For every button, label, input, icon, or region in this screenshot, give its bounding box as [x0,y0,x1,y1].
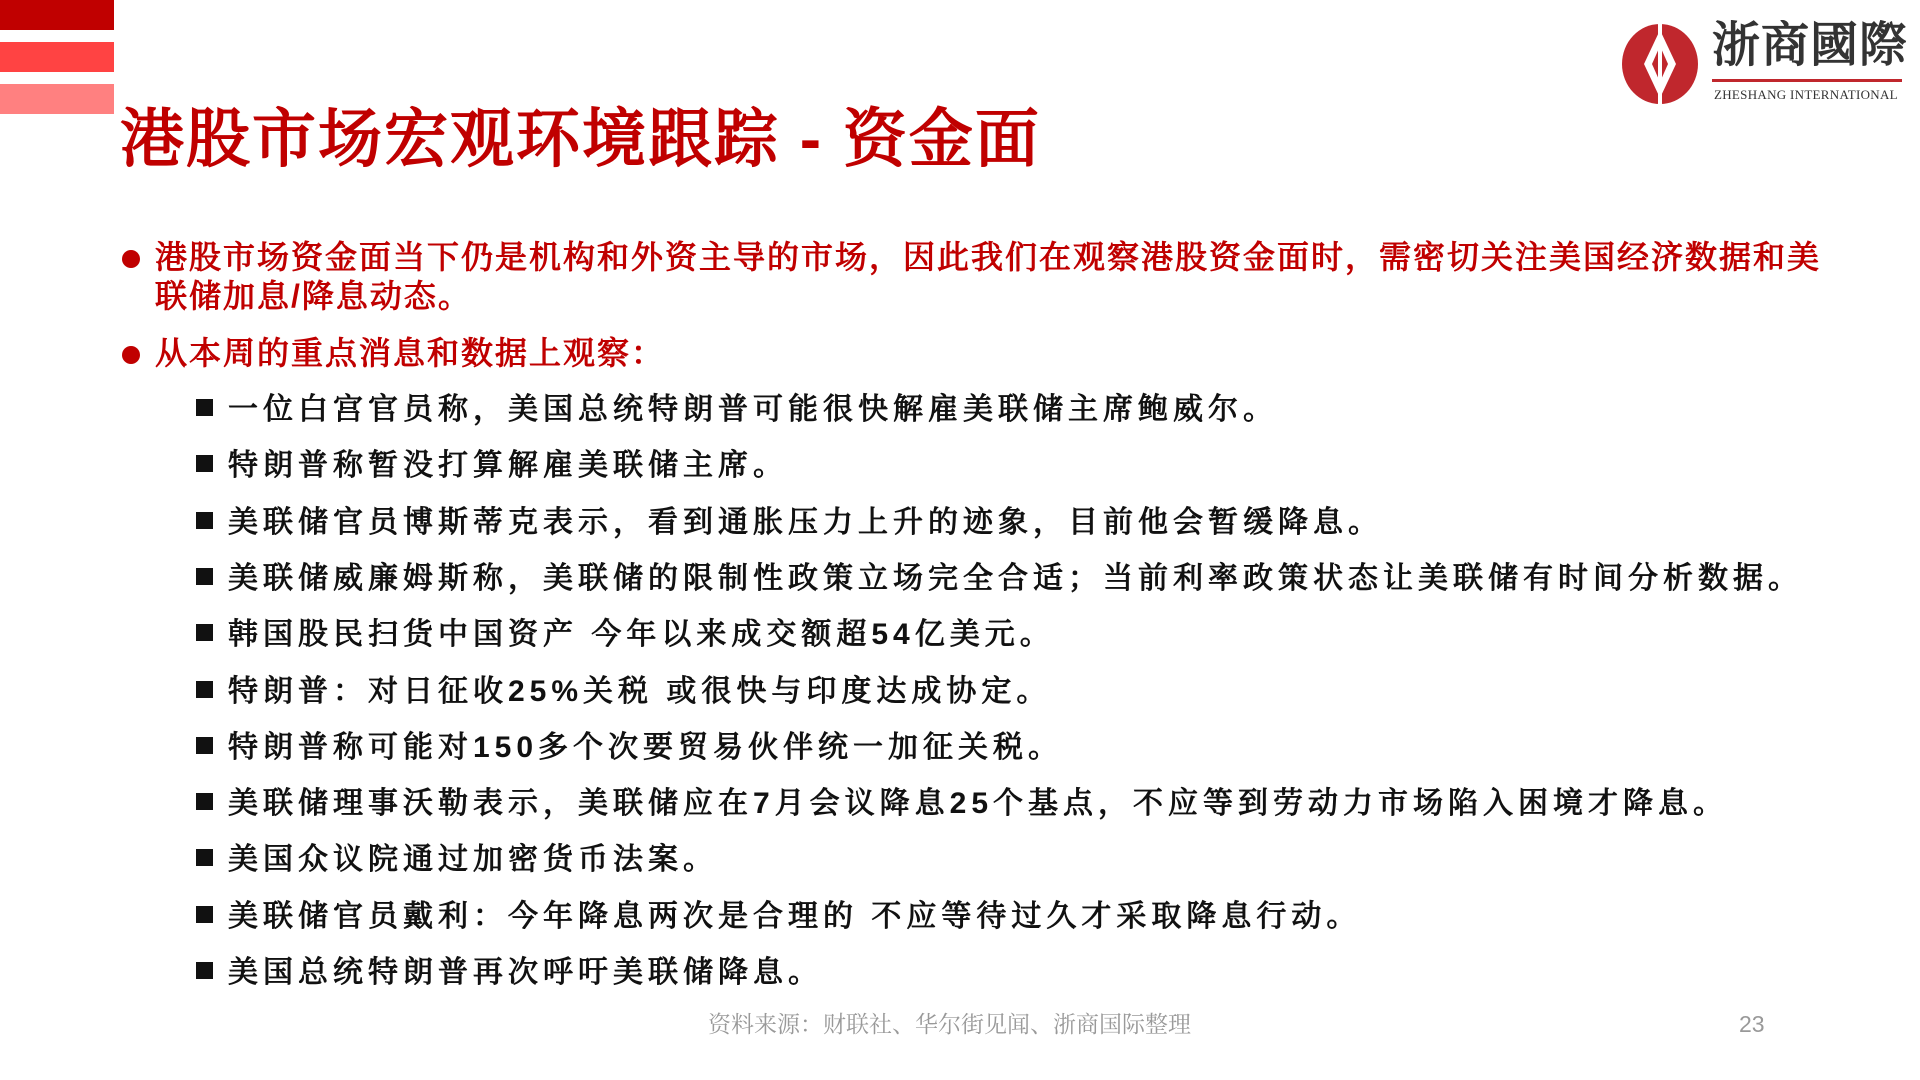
logo-text-cn: 浙商國際 [1712,20,1909,72]
sub-bullet-text: 美联储官员博斯蒂克表示，看到通胀压力上升的迹象，目前他会暂缓降息。 [228,505,1383,539]
logo-text-en: ZHESHANG INTERNATIONAL [1714,87,1898,102]
sub-bullet-text: 美联储威廉姆斯称，美联储的限制性政策立场完全合适；当前利率政策状态让美联储有时间分析数据。 [228,561,1803,595]
sub-bullet [196,448,788,484]
sub-bullet [196,674,1051,710]
sub-bullet [196,730,1063,766]
sub-bullet [196,899,1361,935]
sub-bullet [196,842,718,878]
sub-bullet [196,505,1383,541]
sub-bullet [196,786,1728,822]
company-logo [1620,16,1910,108]
sub-bullet [196,955,823,991]
sub-bullet [196,392,1278,428]
sub-bullet [196,617,1055,653]
sub-bullet-text: 一位白宫官员称，美国总统特朗普可能很快解雇美联储主席鲍威尔。 [228,393,1278,426]
square-bullet-icon [196,737,213,754]
decor-bar-dark [0,0,114,30]
sub-bullet-text: 美国总统特朗普再次呼吁美联储降息。 [228,956,823,989]
sub-bullet-text: 美联储理事沃勒表示，美联储应在7月会议降息25个基点，不应等到劳动力市场陷入困境才降息。 [228,787,1729,821]
main-bullet [122,334,1822,373]
sub-bullet-text: 特朗普称暂没打算解雇美联储主席。 [228,449,788,483]
logo-divider [1712,79,1902,82]
decor-bar-light [0,84,114,114]
square-bullet-icon [196,624,213,641]
bullet-dot-icon [122,250,140,268]
square-bullet-icon [196,568,213,585]
sub-bullet-text: 美联储官员戴利：今年降息两次是合理的 不应等待过久才采取降息行动。 [228,899,1362,933]
square-bullet-icon [196,962,213,979]
main-bullet-text: 从本周的重点消息和数据上观察： [155,335,666,371]
bullet-dot-icon [122,346,140,364]
sub-bullet-text: 韩国股民扫货中国资产 今年以来成交额超54亿美元。 [228,618,1055,652]
square-bullet-icon [196,399,213,416]
square-bullet-icon [196,455,213,472]
square-bullet-icon [196,512,213,529]
logo-emblem-icon [1620,18,1704,108]
decor-bar-mid [0,42,114,72]
page-number: 23 [1739,1011,1765,1037]
main-bullet-text: 港股市场资金面当下仍是机构和外资主导的市场，因此我们在观察港股资金面时，需密切关注美国经济数据和美联储加息/降息动态。 [155,239,1822,314]
sub-bullet-text: 美国众议院通过加密货币法案。 [228,843,718,877]
source-note: 资料来源：财联社、华尔街见闻、浙商国际整理 [708,1011,1191,1037]
sub-bullet [196,561,1803,597]
sub-bullet-text: 特朗普称可能对150多个次要贸易伙伴统一加征关税。 [228,730,1064,764]
square-bullet-icon [196,906,213,923]
square-bullet-icon [196,681,213,698]
main-bullet [122,238,1822,316]
page-title: 港股市场宏观环境跟踪 - 资金面 [120,103,1041,175]
square-bullet-icon [196,793,213,810]
sub-bullet-text: 特朗普：对日征收25%关税 或很快与印度达成协定。 [228,674,1052,708]
square-bullet-icon [196,849,213,866]
